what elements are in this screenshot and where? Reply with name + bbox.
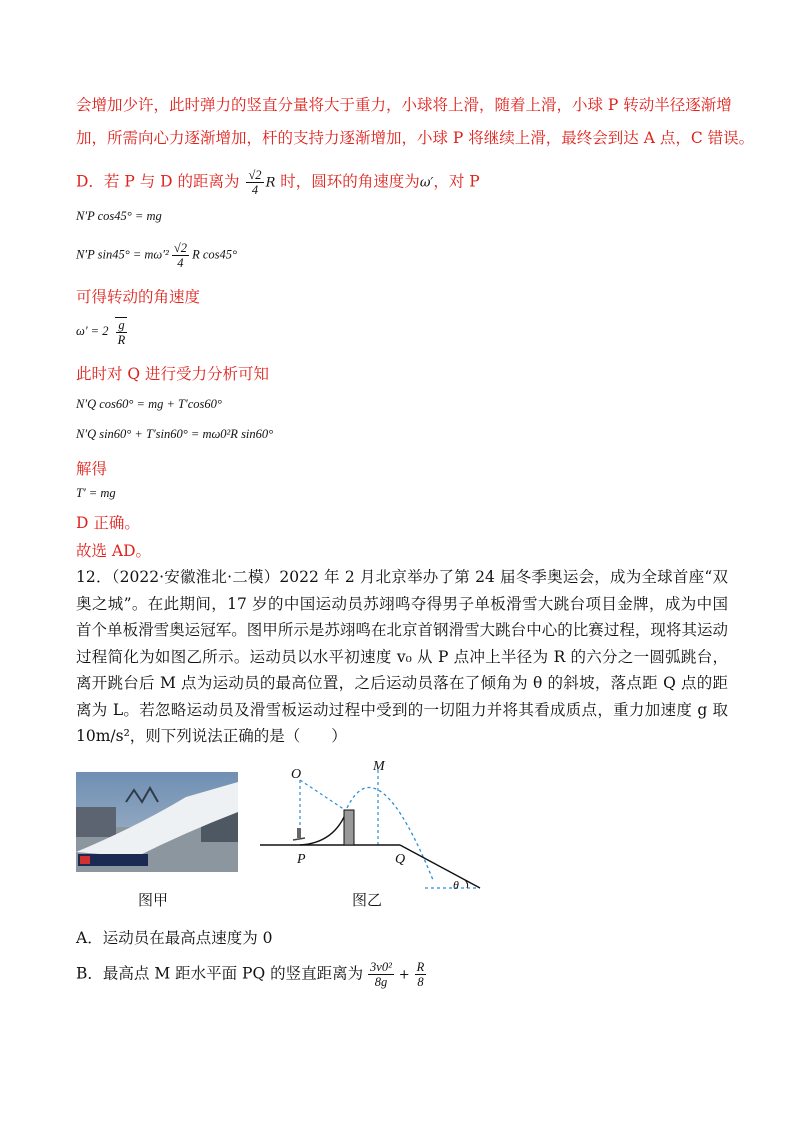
equation-3-root: [115, 317, 128, 347]
label-m: M: [373, 759, 385, 774]
option-d-text-a: D．若 P 与 D 的距离为: [76, 172, 240, 191]
skier-icon: [297, 828, 301, 838]
option-b-text: B．最高点 M 距水平面 PQ 的竖直距离为: [76, 964, 364, 983]
fraction-numerator: g: [116, 318, 128, 333]
radius-symbol: R: [265, 175, 276, 191]
trajectory-curve: [347, 788, 433, 880]
figure-yi-diagram: [255, 758, 490, 898]
equation-1: N′P cos45° = mg: [76, 209, 162, 223]
fraction-numerator: √2: [248, 168, 262, 182]
equation-2-right: R cos45°: [192, 247, 238, 262]
fraction-numerator: 3v0²: [370, 960, 392, 974]
option-d-text-b: 时，圆环的角速度为: [280, 172, 420, 191]
fraction-denominator: 4: [177, 256, 184, 270]
option-d-text-c: ，对 P: [433, 172, 480, 191]
fraction-numerator: √2: [173, 241, 187, 255]
question-12-text: 12．（2022·安徽淮北·二模）2022 年 2 月北京举办了第 24 届冬季奥运会，成为全球首座“双奥之城”。在此期间，17 岁的中国运动员苏翊鸣夺得男子单板滑雪大跳台项目金牌，成为中国首个单板滑雪奥运冠军。图甲所示是苏翊鸣在北京首钢滑雪大跳台中心的比赛过程，现将其运动过程简化为如图乙所示。运动员以水平初速度 v₀ 从 P 点冲上半径为 R 的六分之一圆弧跳台，离开跳台后 M 点为运动员的最高位置，之后运动员落在了倾角为 θ 的斜坡，落点距 Q 点的距离为 L。若忽略运动员及滑雪板运动过程中受到的一切阻力并将其看成质点，重力加速度 g 取 10m/s²，则下列说法正确的是（ ）: [76, 568, 728, 745]
equation-5: N′Q sin60° + T′sin60° = mω0²R sin60°: [76, 427, 274, 441]
omega-symbol: ω′: [419, 175, 434, 191]
text-angular-velocity: 可得转动的角速度: [76, 288, 201, 306]
arc-ramp: [300, 810, 347, 845]
option-b-fraction-1: [368, 960, 394, 989]
label-o: O: [291, 767, 302, 782]
option-d-intro: [76, 168, 480, 197]
text-solve: 解得: [76, 460, 108, 478]
option-b-fraction-2: [415, 960, 427, 989]
solution-line-1: 会增加少许，此时弹力的竖直分量将大于重力，小球将上滑，随着上滑，小球 P 转动半径逐渐增: [76, 96, 732, 114]
fraction-denominator: 8: [417, 975, 424, 989]
plus-sign: +: [398, 967, 410, 983]
caption-jia: 图甲: [138, 891, 169, 909]
caption-yi: 图乙: [352, 891, 383, 909]
equation-3-left: ω′ = 2: [76, 323, 109, 338]
text-analysis-q: 此时对 Q 进行受力分析可知: [76, 365, 270, 383]
equation-6: T′ = mg: [76, 486, 116, 500]
label-q: Q: [395, 852, 406, 867]
text-d-correct: D 正确。: [76, 514, 140, 532]
fraction-denominator: R: [117, 333, 126, 347]
label-theta: θ: [453, 878, 459, 892]
figure-jia-photo: [76, 772, 238, 872]
equation-2: [76, 241, 237, 270]
equation-2-left: N′P sin45° = mω′²: [76, 247, 169, 262]
option-b: [76, 960, 426, 989]
equation-4: N′Q cos60° = mg + T′cos60°: [76, 397, 222, 411]
label-p: P: [297, 852, 306, 867]
distance-fraction: [246, 168, 263, 197]
text-answer: 故选 AD。: [76, 542, 152, 560]
fraction-numerator: R: [416, 960, 425, 974]
fraction-denominator: 8g: [374, 975, 388, 989]
equation-2-fraction: [172, 241, 189, 270]
equation-3: [76, 317, 127, 347]
solution-line-2: 加，所需向心力逐渐增加，杆的支持力逐渐增加，小球 P 将继续上滑，最终会到达 A 点，C 错误。: [76, 129, 755, 147]
option-a: A．运动员在最高点速度为 0: [76, 929, 273, 947]
fraction-denominator: 4: [251, 183, 259, 197]
